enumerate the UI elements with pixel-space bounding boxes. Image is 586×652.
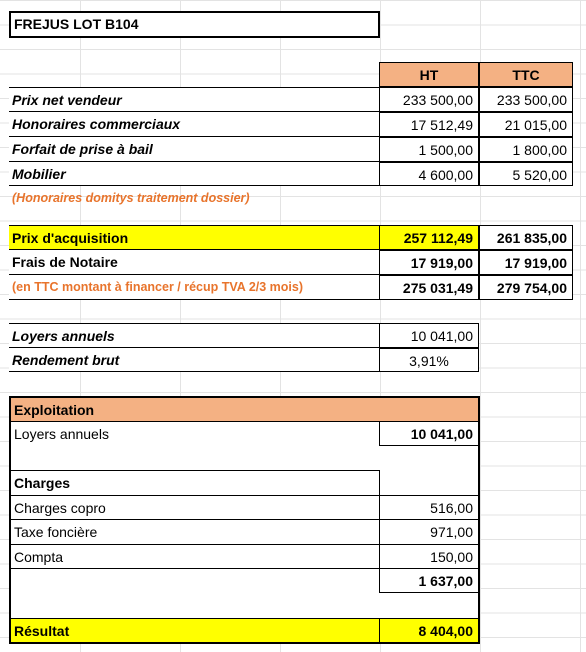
cell-ttc-montant-financer[interactable]: 279 754,00 [479,275,573,300]
cell-rendement[interactable]: 3,91% [379,348,479,372]
sheet-title[interactable]: FREJUS LOT B104 [9,11,380,38]
row-label-honoraires[interactable]: Honoraires commerciaux [9,112,379,137]
row-label-prix-net[interactable]: Prix net vendeur [9,87,379,112]
charge-label-copro[interactable]: Charges copro [11,495,379,519]
charges-label[interactable]: Charges [11,470,380,495]
cell-ht-prix-acquisition[interactable]: 257 112,49 [379,225,479,250]
cell-ht-mobilier[interactable]: 4 600,00 [379,162,479,186]
row-label-mobilier[interactable]: Mobilier [9,162,379,186]
cell-ttc-prix-net[interactable]: 233 500,00 [479,87,573,112]
charge-label-compta[interactable]: Compta [11,544,379,568]
charge-value-taxe[interactable]: 971,00 [379,519,478,544]
total-charges-value[interactable]: 1 637,00 [379,568,478,593]
cell-ttc-frais-notaire[interactable]: 17 919,00 [479,250,573,275]
exploitation-loyers-value[interactable]: 10 041,00 [379,422,478,446]
row-label-rendement[interactable]: Rendement brut [9,348,379,372]
cell-ht-montant-financer[interactable]: 275 031,49 [379,275,479,300]
cell-loyers[interactable]: 10 041,00 [379,323,479,348]
resultat-value[interactable]: 8 404,00 [379,618,478,642]
cell-ttc-honoraires[interactable]: 21 015,00 [479,112,573,137]
charge-label-taxe[interactable]: Taxe foncière [11,519,379,544]
row-label-frais-notaire[interactable]: Frais de Notaire [9,250,379,275]
cell-ttc-mobilier[interactable]: 5 520,00 [479,162,573,186]
header-ht[interactable]: HT [379,62,479,87]
exploitation-header[interactable]: Exploitation [11,398,478,422]
header-ttc[interactable]: TTC [479,62,573,87]
total-charges-spacer [11,568,379,593]
exploitation-loyers-label[interactable]: Loyers annuels [14,426,109,442]
resultat-label[interactable]: Résultat [11,618,379,642]
row-label-forfait[interactable]: Forfait de prise à bail [9,137,379,162]
row-label-prix-acquisition[interactable]: Prix d'acquisition [9,225,379,250]
charge-value-copro[interactable]: 516,00 [379,495,478,519]
cell-ttc-prix-acquisition[interactable]: 261 835,00 [479,225,573,250]
cell-ht-honoraires[interactable]: 17 512,49 [379,112,479,137]
row-label-montant-financer[interactable]: (en TTC montant à financer / récup TVA 2/3 mois) [9,275,379,300]
cell-ht-prix-net[interactable]: 233 500,00 [379,87,479,112]
row-label-loyers[interactable]: Loyers annuels [9,323,379,348]
cell-ttc-forfait[interactable]: 1 800,00 [479,137,573,162]
cell-ht-frais-notaire[interactable]: 17 919,00 [379,250,479,275]
charge-value-compta[interactable]: 150,00 [379,544,478,568]
note-domitys[interactable]: (Honoraires domitys traitement dossier) [12,191,250,205]
cell-ht-forfait[interactable]: 1 500,00 [379,137,479,162]
